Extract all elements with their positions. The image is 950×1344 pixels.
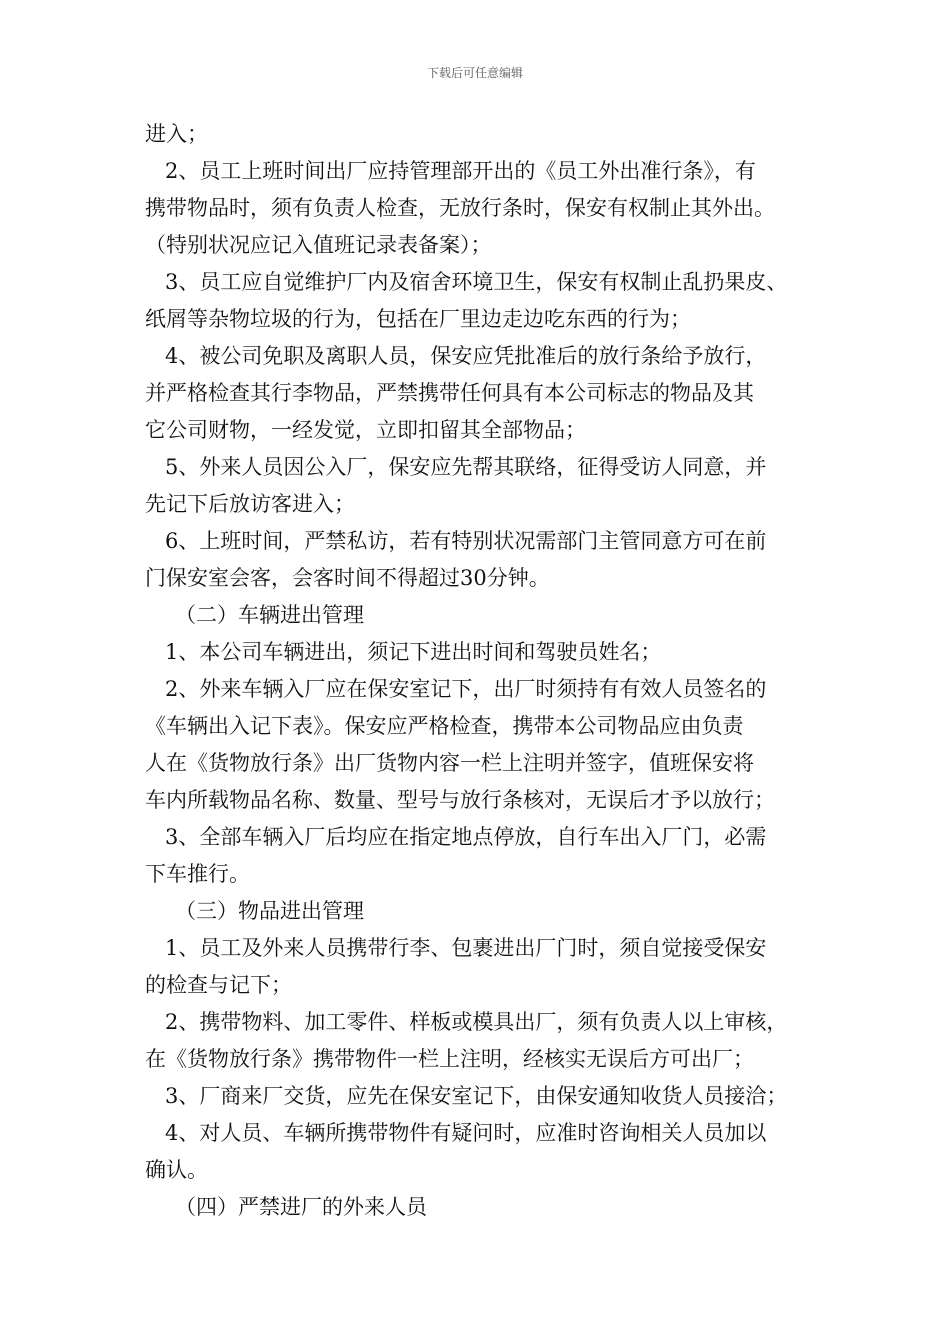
- text-line: 2、外来车辆入厂应在保安室记下，出厂时须持有有效人员签名的: [165, 677, 767, 701]
- text-line: 4、被公司免职及离职人员，保安应凭批准后的放行条给予放行，: [165, 344, 767, 368]
- document-body: [145, 116, 813, 1226]
- text-line: 下车推行。: [145, 862, 250, 886]
- text-line: 3、员工应自觉维护厂内及宿舍环境卫生，保安有权制止乱扔果皮、: [165, 270, 788, 294]
- text-line: 车内所载物品名称、数量、型号与放行条核对，无误后才予以放行；: [145, 788, 775, 812]
- text-line: 门保安室会客，会客时间不得超过30分钟。: [145, 566, 550, 590]
- text-line: 《车辆出入记下表》。保安应严格检查，携带本公司物品应由负责: [145, 714, 744, 738]
- text-line: 它公司财物，一经发觉，立即扣留其全部物品；: [145, 418, 586, 442]
- text-line: 的检查与记下；: [145, 973, 292, 997]
- section-heading: （三）物品进出管理: [175, 899, 364, 923]
- text-line: 1、本公司车辆进出，须记下进出时间和驾驶员姓名；: [165, 640, 662, 664]
- text-line: 3、全部车辆入厂后均应在指定地点停放，自行车出入厂门，必需: [165, 825, 767, 849]
- text-line: （特别状况应记入值班记录表备案）；: [145, 233, 492, 257]
- text-line: 进入；: [145, 122, 208, 146]
- text-line: 确认。: [145, 1158, 208, 1182]
- text-line: 1、员工及外来人员携带行李、包裹进出厂门时，须自觉接受保安: [165, 936, 767, 960]
- section-heading: （二）车辆进出管理: [175, 603, 364, 627]
- text-line: 2、员工上班时间出厂应持管理部开出的《员工外出准行条》，有: [165, 159, 756, 183]
- text-line: 3、厂商来厂交货，应先在保安室记下，由保安通知收货人员接洽；: [165, 1084, 788, 1108]
- text-line: 在《货物放行条》携带物件一栏上注明，经核实无误后方可出厂；: [145, 1047, 754, 1071]
- text-line: 4、对人员、车辆所携带物件有疑问时，应准时咨询相关人员加以: [165, 1121, 767, 1145]
- text-line: 人在《货物放行条》出厂货物内容一栏上注明并签字，值班保安将: [145, 751, 754, 775]
- section-heading: （四）严禁进厂的外来人员: [175, 1195, 427, 1219]
- text-line: 并严格检查其行李物品，严禁携带任何具有本公司标志的物品及其: [145, 381, 754, 405]
- text-line: 纸屑等杂物垃圾的行为，包括在厂里边走边吃东西的行为；: [145, 307, 691, 331]
- text-line: 5、外来人员因公入厂，保安应先帮其联络，征得受访人同意，并: [165, 455, 767, 479]
- text-line: 携带物品时，须有负责人检查，无放行条时，保安有权制止其外出。: [145, 196, 775, 220]
- page-header: 下载后可任意编辑: [426, 66, 523, 80]
- text-line: 先记下后放访客进入；: [145, 492, 355, 516]
- text-line: 6、上班时间，严禁私访，若有特别状况需部门主管同意方可在前: [165, 529, 767, 553]
- text-line: 2、携带物料、加工零件、样板或模具出厂，须有负责人以上审核，: [165, 1010, 788, 1034]
